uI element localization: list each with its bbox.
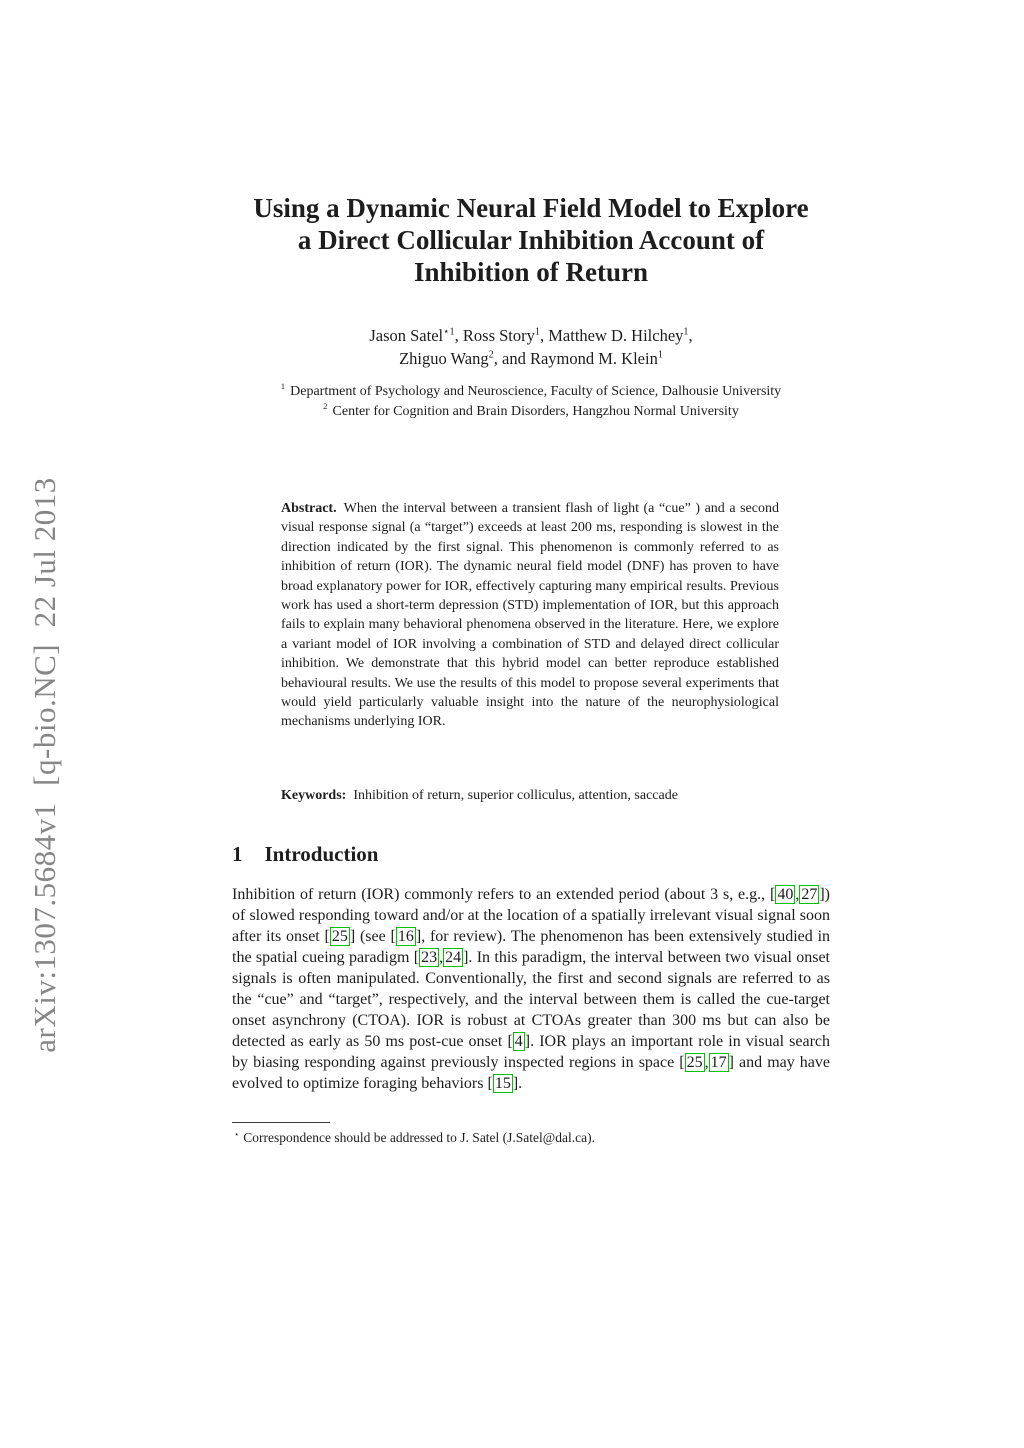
paper-title-line: Inhibition of Return (413, 257, 649, 287)
section-title: Introduction (264, 842, 379, 866)
superscript-marker: 2 (488, 349, 494, 361)
affiliations-inner (271, 382, 791, 421)
superscript-marker: 1 (534, 326, 540, 338)
author-line: Jason Satel$^{⋆1}$, Ross Story$^1$, Matthew D. Hilchey$^1$, (369, 326, 693, 345)
section-heading-introduction (232, 842, 830, 867)
superscript-marker: ⋆1 (443, 326, 455, 338)
keywords (281, 786, 779, 805)
affiliation-text: Center for Cognition and Brain Disorders, Hangzhou Normal University (332, 403, 739, 419)
abstract (281, 499, 779, 732)
citation-ref[interactable]: 17 (710, 1054, 727, 1071)
affiliation (271, 382, 791, 402)
footnote (234, 1129, 832, 1147)
affiliation (271, 402, 791, 422)
affiliation-marker: 2 (323, 400, 328, 411)
superscript-marker: 1 (683, 326, 689, 338)
footnote-rule (232, 1122, 330, 1123)
paper-title (232, 192, 830, 288)
citation-ref[interactable]: 25 (331, 928, 348, 945)
superscript-marker: 1 (657, 349, 663, 361)
citation-ref[interactable]: 15 (494, 1075, 511, 1092)
citation-ref[interactable]: 4 (514, 1033, 523, 1050)
affiliation-text: Department of Psychology and Neuroscience, Faculty of Science, Dalhousie University (290, 384, 782, 399)
intro-paragraph: Inhibition of return (IOR) commonly refers to an extended period (about 3 s, e.g., [ 40 , 27 ]) of slowed responding toward and/or at the location of a spatially irrelevant visual signal soon after its onset [ 25 ] (see [ 16 ], for review). The phenomenon has been extensively studied in the spatial cueing paradigm [ 23 , 24 ]. In this paradigm, the interval between two visual onset signals is often manipulated. Conventionally, the first and second signals are referred to as the “cue” and “target”, respectively, and the interval between them is called the cue-target onset asynchrony (CTOA). IOR is robust at CTOAs greater than 300 ms but can also be detected as early as 50 ms post-cue onset [ 4 ]. IOR plays an important role in visual search by biasing responding against previously inspected regions in space [ 25 , 17 ] and may have evolved to optimize foraging behaviors [ 15 ]. (232, 886, 831, 1092)
citation-ref[interactable]: 25 (686, 1054, 703, 1071)
author-block (232, 324, 830, 370)
citation-ref[interactable]: 40 (777, 886, 794, 903)
section-number: 1 (232, 842, 243, 866)
footnote-marker: ⋆ (234, 1129, 240, 1139)
abstract-text: When the interval between a transient flash of light (a “cue” ) and a second visual response signal (a “target”) exceeds at least 200 ms, responding is slowest in the direction indicated by the first signal. This phenomenon is commonly referred to as inhibition of return (IOR). The dynamic neural field model (DNF) has proven to have broad explanatory power for IOR, effectively capturing many empirical results. Previous work has used a short-term depression (STD) implementation of IOR, but this approach fails to explain many behavioral phenomena observed in the literature. Here, we explore a variant model of IOR involving a combination of STD and delayed direct collicular inhibition. We demonstrate that this hybrid model can better reproduce established behavioural results. We use the results of this model to propose several experiments that would yield particularly valuable insight into the nature of the neurophysiological mechanisms underlying IOR. (281, 501, 779, 730)
paper-title-line: a Direct Collicular Inhibition Account of (297, 225, 765, 255)
keywords-text: Inhibition of return, superior colliculus, attention, saccade (353, 788, 678, 803)
citation-ref[interactable]: 16 (397, 928, 414, 945)
citation-ref[interactable]: 27 (801, 886, 818, 903)
keywords-label: Keywords: (281, 788, 347, 803)
abstract-label: Abstract. (281, 501, 337, 516)
arxiv-watermark: arXiv:1307.5684v1 [q-bio.NC] 22 Jul 2013 (27, 477, 62, 1053)
footnote-text: Correspondence should be addressed to J. Satel (J.Satel@dal.ca). (243, 1130, 595, 1145)
affiliations (232, 382, 830, 421)
affiliation-marker: 1 (280, 381, 286, 392)
citation-ref[interactable]: 24 (445, 949, 462, 966)
paper-title-line: Using a Dynamic Neural Field Model to Explore (253, 193, 809, 223)
citation-ref[interactable]: 23 (421, 949, 438, 966)
author-line: Zhiguo Wang$^2$, and Raymond M. Klein$^1$ (399, 349, 663, 368)
